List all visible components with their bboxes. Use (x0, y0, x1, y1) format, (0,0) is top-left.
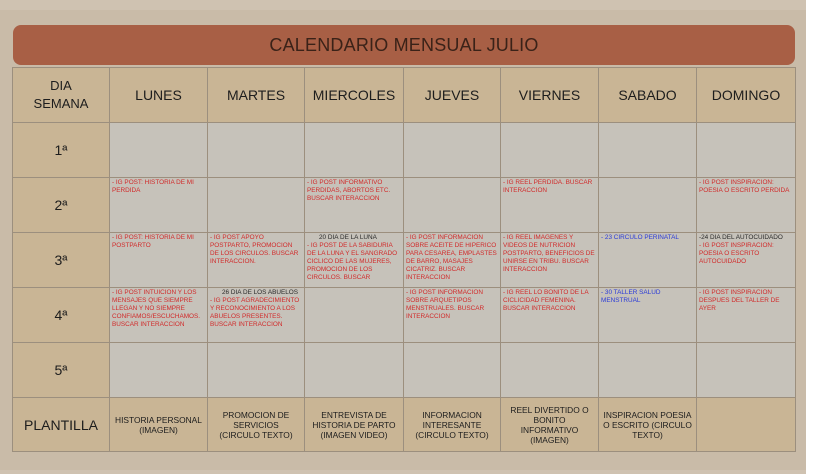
week-row (13, 343, 796, 398)
day-cell[interactable] (208, 233, 305, 288)
calendar-entry: - IG REEL IMAGENES Y VIDEOS DE NUTRICION POSTPARTO, BENEFICIOS DE UNIRSE EN TRIBU. BUSCAR INTERACCION (503, 234, 595, 273)
day-cell[interactable] (404, 178, 501, 233)
day-cell[interactable] (697, 343, 796, 398)
day-cell[interactable] (501, 288, 599, 343)
template-cell[interactable]: PROMOCION DE SERVICIOS (CIRCULO TEXTO) (208, 398, 305, 452)
week-label: 3ª (13, 233, 110, 288)
row-label-line1: DIA (50, 78, 72, 93)
day-cell[interactable] (404, 288, 501, 343)
day-cell[interactable] (305, 178, 404, 233)
day-cell[interactable] (501, 123, 599, 178)
row-label-header (13, 68, 110, 123)
template-cell[interactable]: INSPIRACION POESIA O ESCRITO (CIRCULO TEXTO) (599, 398, 697, 452)
day-cell[interactable] (501, 178, 599, 233)
day-cell[interactable] (110, 288, 208, 343)
day-cell[interactable] (110, 178, 208, 233)
day-cell[interactable] (208, 178, 305, 233)
day-cell[interactable] (305, 233, 404, 288)
week-label: 2ª (13, 178, 110, 233)
day-header-sabado: SABADO (599, 68, 697, 123)
calendar-entry: - IG POST DE LA SABIDURIA DE LA LUNA Y EL SANGRADO CICLICO DE LAS MUJERES, PROMOCION DE LOS CIRCULOS. BUSCAR (307, 242, 398, 281)
day-cell[interactable] (208, 123, 305, 178)
day-cell[interactable] (305, 123, 404, 178)
template-cell[interactable]: REEL DIVERTIDO O BONITO INFORMATIVO (IMAGEN) (501, 398, 599, 452)
day-cell[interactable] (208, 288, 305, 343)
day-cell[interactable] (404, 123, 501, 178)
template-label: PLANTILLA (13, 398, 110, 452)
calendar-entry: 26 DIA DE LOS ABUELOS (222, 289, 299, 296)
day-cell[interactable] (501, 233, 599, 288)
calendar-entry: - IG POST INSPIRACION: POESIA O ESCRITO AUTOCUIDADO (699, 242, 774, 265)
day-header-domingo: DOMINGO (697, 68, 796, 123)
day-header-lunes: LUNES (110, 68, 208, 123)
calendar-entry: - IG POST INTUICION Y LOS MENSAJES QUE SIEMPRE LLEGAN Y NO SIEMPRE CONFIAMOS/ESCUCHAMOS. BUSCAR INTERACCION (112, 289, 201, 328)
day-cell[interactable] (110, 233, 208, 288)
day-cell[interactable] (110, 123, 208, 178)
calendar-entry: - IG POST INFORMACION SOBRE ACEITE DE HIPERICO PARA CESAREA, EMPLASTES DE BARRO, MASAJES CICATRIZ. BUSCAR INTERACCION (406, 234, 497, 281)
calendar-entry: - 23 CIRCULO PERINATAL (601, 234, 679, 241)
day-cell[interactable] (501, 343, 599, 398)
calendar-entry: - IG POST APOYO POSTPARTO, PROMOCION DE LOS CIRCULOS. BUSCAR INTERACCION. (210, 234, 299, 265)
day-cell[interactable] (697, 233, 796, 288)
template-cell[interactable] (697, 398, 796, 452)
day-cell[interactable] (599, 343, 697, 398)
calendar-entry: - IG POST INSPIRACION DESPUES DEL TALLER DE AYER (699, 289, 780, 312)
week-row (13, 233, 796, 288)
row-label-line2: SEMANA (33, 96, 89, 111)
day-header-miercoles: MIERCOLES (305, 68, 404, 123)
week-row (13, 178, 796, 233)
day-cell[interactable] (599, 233, 697, 288)
calendar-entry: - IG POST AGRADECIMIENTO Y RECONOCIMIENTO A LOS ABUELOS PRESENTES. BUSCAR INTERACCION (210, 297, 300, 328)
week-label: 5ª (13, 343, 110, 398)
window-edge (806, 0, 820, 474)
day-cell[interactable] (599, 123, 697, 178)
calendar-entry: - IG POST INFORMATIVO PERDIDAS, ABORTOS ETC. BUSCAR INTERACCION (307, 179, 391, 202)
week-label: 1ª (13, 123, 110, 178)
calendar-entry: - IG POST INFORMACION SOBRE ARQUETIPOS MENSTRUALES. BUSCAR INTERACCION (406, 289, 485, 320)
calendar-entry: - IG POST: HISTORIA DE MI POSTPARTO (112, 234, 194, 249)
day-cell[interactable] (305, 343, 404, 398)
header-row (13, 68, 796, 123)
week-label: 4ª (13, 288, 110, 343)
calendar-entry: 20 DIA DE LA LUNA (319, 234, 377, 241)
day-header-jueves: JUEVES (404, 68, 501, 123)
day-cell[interactable] (208, 343, 305, 398)
day-cell[interactable] (599, 288, 697, 343)
calendar-entry: - IG POST: HISTORIA DE MI PERDIDA (112, 179, 194, 194)
template-cell[interactable]: HISTORIA PERSONAL (IMAGEN) (110, 398, 208, 452)
template-cell[interactable]: ENTREVISTA DE HISTORIA DE PARTO (IMAGEN VIDEO) (305, 398, 404, 452)
day-cell[interactable] (404, 233, 501, 288)
day-cell[interactable] (404, 343, 501, 398)
day-header-viernes: VIERNES (501, 68, 599, 123)
calendar-entry: - IG POST INSPIRACION: POESIA O ESCRITO PERDIDA (699, 179, 790, 194)
calendar-entry: -24 DIA DEL AUTOCUIDADO (699, 234, 783, 241)
calendar-entry: - IG REEL LO BONITO DE LA CICLICIDAD FEMENINA. BUSCAR INTERACCION (503, 289, 589, 312)
day-cell[interactable] (697, 178, 796, 233)
calendar-table (12, 67, 796, 452)
day-cell[interactable] (697, 123, 796, 178)
day-cell[interactable] (697, 288, 796, 343)
calendar-title: CALENDARIO MENSUAL JULIO (13, 25, 795, 65)
day-header-martes: MARTES (208, 68, 305, 123)
week-row (13, 288, 796, 343)
calendar-entry: - IG REEL PERDIDA. BUSCAR INTERACCION (503, 179, 593, 194)
day-cell[interactable] (110, 343, 208, 398)
week-row (13, 123, 796, 178)
template-cell[interactable]: INFORMACION INTERESANTE (CIRCULO TEXTO) (404, 398, 501, 452)
day-cell[interactable] (305, 288, 404, 343)
day-cell[interactable] (599, 178, 697, 233)
calendar-entry: - 30 TALLER SALUD MENSTRUAL (601, 289, 661, 304)
template-row (13, 398, 796, 452)
